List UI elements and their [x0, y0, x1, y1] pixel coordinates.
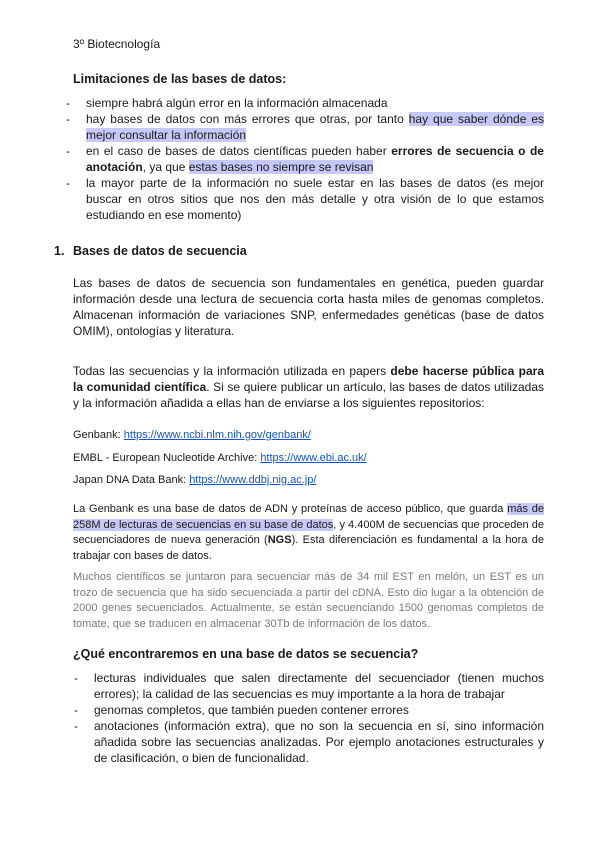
para-text: , y 4.400M de secuencias que proceden de secuenciadores de nueva generación ( [73, 518, 544, 546]
item-text: genomas completos, que también pueden contener errores [94, 703, 409, 717]
list-item [74, 670, 544, 702]
item-text: hay bases de datos con más errores que otras, por tanto [86, 112, 409, 126]
highlighted-text: más de 258M de lecturas de secuencias en su base de datos [73, 503, 545, 531]
bold-text: NGS [267, 534, 292, 546]
item-text: siempre habrá algún error en la información almacenada [86, 96, 388, 110]
limitations-title: Limitaciones de las bases de datos: [73, 72, 287, 86]
highlighted-text: estas bases no siempre se revisan [188, 160, 374, 174]
bold-text: errores de secuencia o de anotación [86, 144, 544, 174]
section2-title: ¿Qué encontraremos en una base de datos se secuencia? [73, 647, 419, 661]
section1-paragraph-1: Las bases de datos de secuencia son fundamentales en genética, pueden guardar información desde una lectura de secuencia corta hasta miles de genomas completos. Almacenan información de variaciones SNP, enfermedades genéticas (base de datos OMIM), ontologías y literatura. [73, 276, 544, 338]
list-item [66, 175, 544, 223]
section-title: Bases de datos de secuencia [73, 244, 247, 258]
dash-bullet: - [74, 671, 78, 685]
item-text: anotaciones (información extra), que no son la secuencia en sí, sino información añadida sobre las secuencias analizadas. Por ejemplo anotaciones estructurales y de clasificación, o bien de funcionalidad. [94, 719, 544, 765]
item-text: en el caso de bases de datos científicas pueden haber [86, 144, 392, 158]
list-item [74, 718, 544, 766]
contents-list [74, 670, 544, 766]
bold-text: debe hacerse pública para la comunidad científica [73, 364, 544, 394]
limitations-list [66, 95, 545, 223]
repo-embl [73, 451, 367, 467]
para-text: ). Esta diferenciación es fundamental a la hora de trabajar con bases de datos. [73, 534, 544, 562]
repo-label: Japan DNA Data Bank: [73, 474, 190, 486]
para-text: Todas las secuencias y la información utilizada en papers [73, 364, 391, 378]
repo-label: Genbank: [73, 429, 124, 441]
section-number: 1. [54, 244, 65, 258]
list-item [74, 702, 544, 718]
genbank-link[interactable]: https://www.ncbi.nlm.nih.gov/genbank/ [123, 429, 311, 441]
repo-label: EMBL - European Nucleotide Archive: [73, 452, 261, 464]
dash-bullet: - [66, 96, 70, 110]
para-text: . Si se quiere publicar un artículo, las bases de datos utilizadas y la información añadida a ellas han de enviarse a los siguientes repositorios: [73, 380, 545, 410]
course-header: 3º Biotecnología [73, 37, 161, 51]
dash-bullet: - [66, 112, 70, 126]
ddbj-link[interactable]: https://www.ddbj.nig.ac.jp/ [189, 474, 317, 486]
dash-bullet: - [74, 703, 78, 717]
dash-bullet: - [66, 176, 70, 190]
item-text: , ya que [142, 160, 189, 174]
repo-ddbj [73, 473, 316, 489]
list-item [66, 111, 545, 143]
item-text: lecturas individuales que salen directamente del secuenciador (tienen muchos errores); la calidad de las secuencias es muy importante a la hora de trabajar [94, 671, 544, 701]
item-text: la mayor parte de la información no suele estar en las bases de datos (es mejor buscar en otros sitios que nos den más detalle y otra visión de lo que estamos estudiando en ese momento) [86, 176, 544, 222]
list-item [66, 143, 544, 175]
genbank-paragraph [73, 502, 544, 564]
repo-genbank [73, 428, 311, 444]
ebi-link[interactable]: https://www.ebi.ac.uk/ [260, 452, 367, 464]
melon-paragraph: Muchos científicos se juntaron para secuenciar más de 34 mil EST en melón, un EST es un trozo de secuencia que ha sido secuenciada a partir del cDNA. Esto dio lugar a la obtención de 2000 genes secuenciados. Actualmente, se están secuenciando 1500 genomas completos de tomate, que se traducen en almacenar 30Tb de información de los datos. [73, 571, 544, 630]
highlighted-text: hay que saber dónde es mejor consultar la información [86, 112, 545, 142]
dash-bullet: - [66, 144, 70, 158]
dash-bullet: - [74, 719, 78, 733]
list-item [66, 95, 544, 111]
section1-paragraph-2 [73, 363, 544, 411]
para-text: La Genbank es una base de datos de ADN y proteínas de acceso público, que guarda [73, 503, 508, 515]
